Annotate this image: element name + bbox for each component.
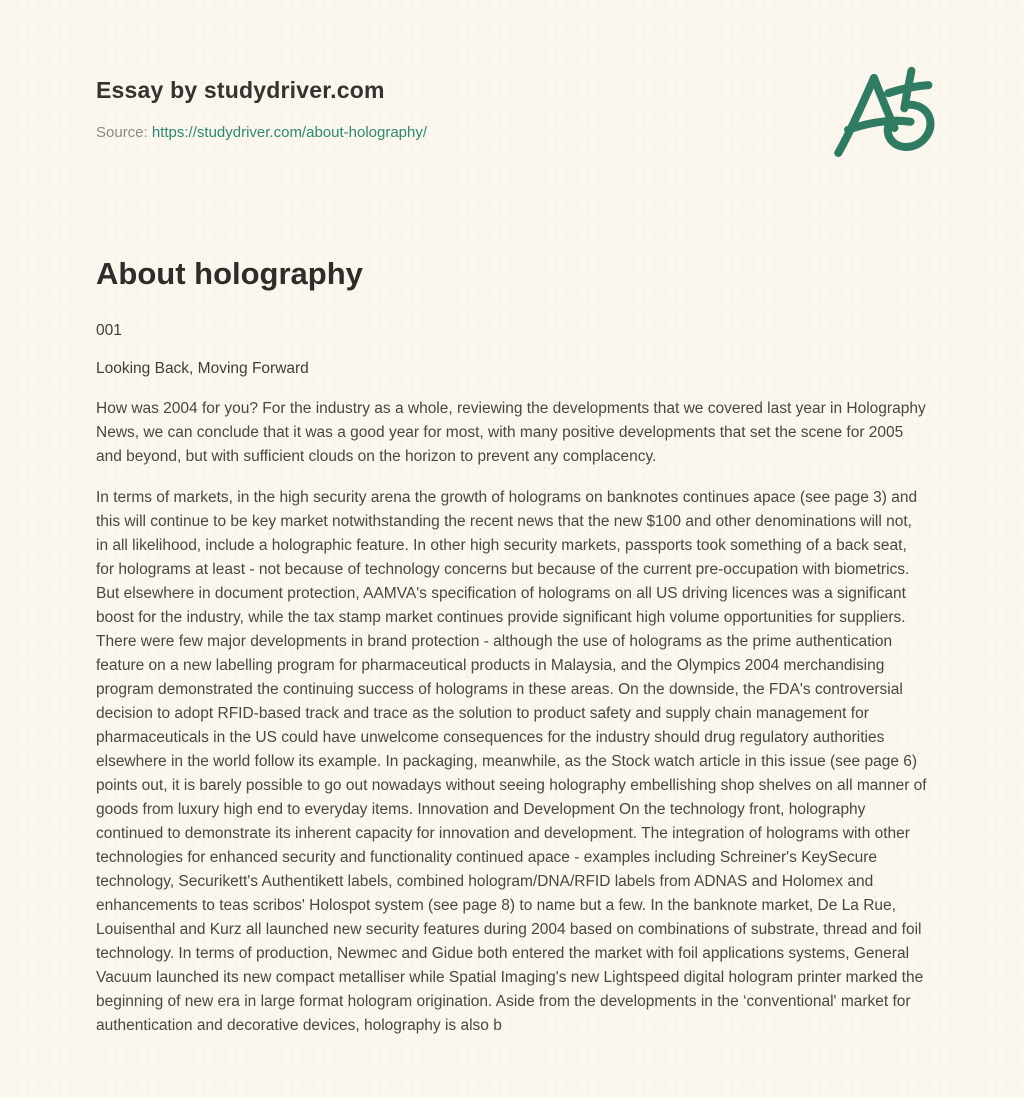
essay-paragraph-1: How was 2004 for you? For the industry as a whole, reviewing the developments that we covered last year in Holography News, we can conclude that it was a good year for most, with many positive developments that set the scene for 2005 and beyond, but with sufficient clouds on the horizon to prevent any complacency. (96, 399, 926, 465)
source-link[interactable]: https://studydriver.com/about-holography/ (151, 123, 428, 141)
a-plus-logo-icon (824, 56, 940, 166)
essay-paragraph-2: In terms of markets, in the high security arena the growth of holograms on banknotes continues apace (see page 3) and this will continue to be key market notwithstanding the recent news that the new $100 and other denominations will not, in all likelihood, include a holographic feature. In other high security markets, passports took something of a back seat, for holograms at least - not because of technology concerns but because of the current pre-occupation with biometrics. But elsewhere in document protection, AAMVA's specification of holograms on all US driving licences was a significant boost for the industry, while the tax stamp market continues provide significant high volume opportunities for suppliers. There were few major developments in brand protection - although the use of holograms as the prime authentication feature on a new labelling program for pharmaceutical products in Malaysia, and the Olympics 2004 merchandising program demonstrated the continuing success of holograms in these areas. On the downside, the FDA's controversial decision to adopt RFID-based track and trace as the solution to product safety and supply chain management for pharmaceuticals in the US could have unwelcome consequences for the industry should drug regulatory authorities elsewhere in the world follow its example. In packaging, meanwhile, as the Stock watch article in this issue (see page 6) points out, it is barely possible to go out nowadays without seeing holography embellishing shop shelves on all manner of goods from luxury high end to everyday items. Innovation and Development On the technology front, holography continued to demonstrate its inherent capacity for innovation and development. The integration of holograms with other technologies for enhanced security and functionality continued apace - examples including Schreiner's KeySecure technology, Securikett's Authentikett labels, combined hologram/DNA/RFID labels from ADNAS and Holomex and enhancements to teas scribos' Holospot system (see page 8) to name but a few. In the banknote market, De La Rue, Louisenthal and Kurz all launched new security features during 2004 based on combinations of substrate, thread and foil technology. In terms of production, Newmec and Gidue both entered the market with foil applications systems, General Vacuum launched its new compact metalliser while Spatial Imaging's new Lightspeed digital hologram printer marked the beginning of new era in large format hologram origination. Aside from the developments in the ‘conventional' market for authentication and decorative devices, holography is also b (96, 488, 927, 1034)
essay-subtitle: Looking Back, Moving Forward (96, 360, 309, 378)
essay-number: 001 (96, 321, 122, 339)
source-label: Source: (96, 123, 148, 141)
essay-title: About holography (96, 255, 363, 291)
byline-heading: Essay by studydriver.com (96, 77, 385, 103)
source-row (96, 122, 928, 143)
